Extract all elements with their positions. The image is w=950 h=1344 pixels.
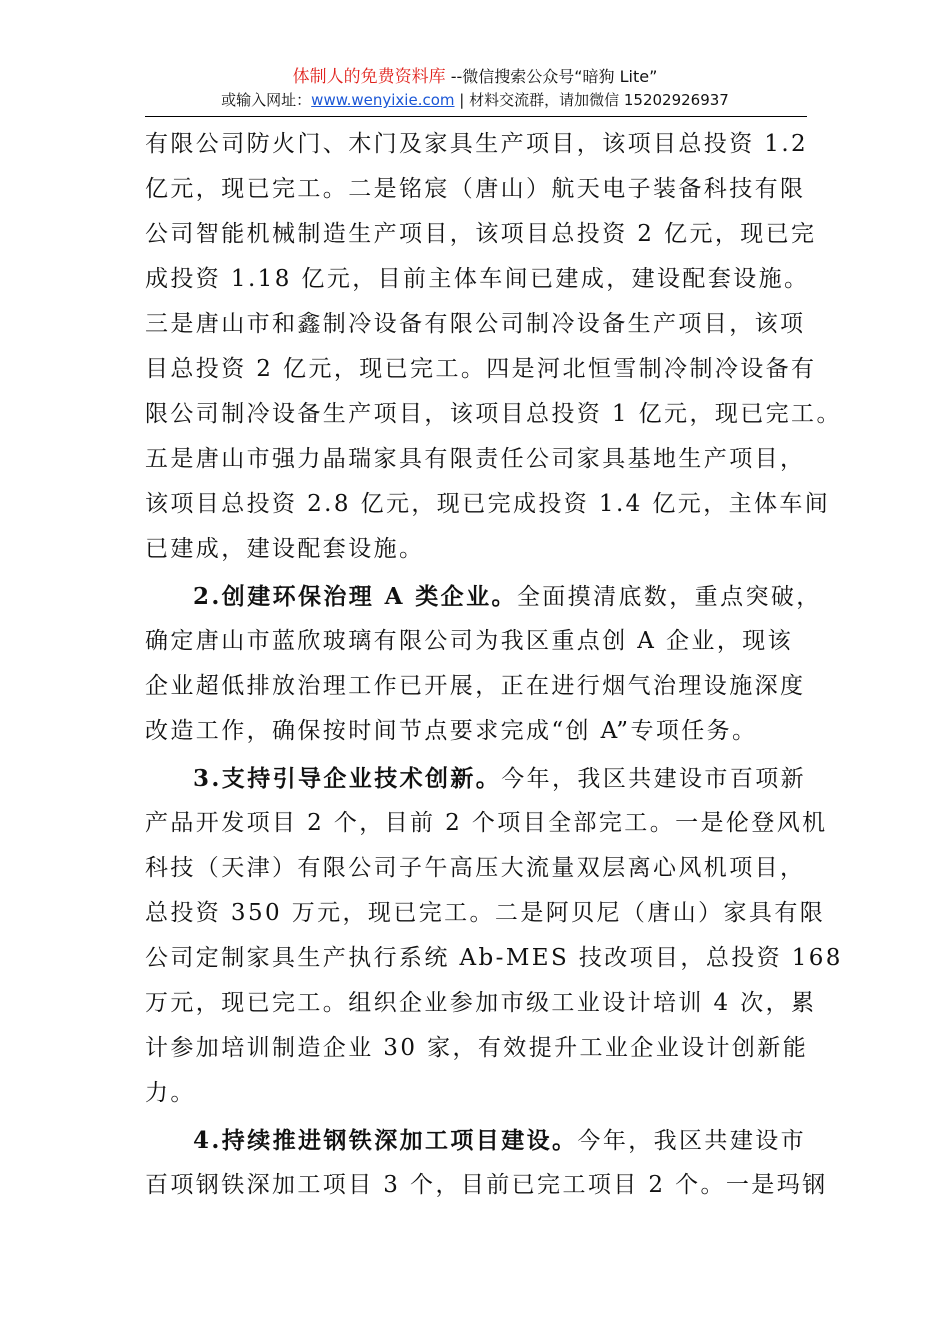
text-line: 科技（天津）有限公司子午高压大流量双层离心风机项目， [145, 855, 806, 881]
text-line: 已建成，建设配套设施。 [145, 536, 425, 562]
text-line: 企业超低排放治理工作已开展，正在进行烟气治理设施深度 [145, 673, 806, 699]
header-divider [145, 116, 807, 117]
paragraph-3-first-line [145, 756, 807, 801]
paragraph-4-first-line [145, 1118, 807, 1163]
paragraph-2-first-line [145, 574, 822, 619]
header-line-2 [0, 89, 950, 111]
search-hint: --微信搜索公众号“暗狗 Lite” [445, 67, 658, 86]
text-line: 目总投资 2 亿元，现已完工。四是河北恒雪制冷制冷设备有 [145, 356, 817, 382]
text-line: 产品开发项目 2 个，目前 2 个项目全部完工。一是伦登风机 [145, 810, 828, 836]
text-run: 全面摸清底数，重点突破， [516, 584, 822, 610]
text-line: 该项目总投资 2.8 亿元，现已完成投资 1.4 亿元，主体车间 [145, 491, 831, 517]
section-heading: 4.持续推进钢铁深加工项目建设。 [193, 1127, 578, 1154]
brand-title: 体制人的免费资料库 [292, 67, 446, 87]
contact-info: 材料交流群，请加微信 15202926937 [469, 91, 729, 109]
header-line-1 [0, 66, 950, 88]
text-line: 限公司制冷设备生产项目，该项目总投资 1 亿元，现已完工。 [145, 401, 842, 427]
document-body [145, 122, 843, 1208]
text-line: 改造工作，确保按时间节点要求完成“创 A”专项任务。 [145, 718, 758, 744]
text-line: 成投资 1.18 亿元，目前主体车间已建成，建设配套设施。 [145, 266, 810, 292]
text-line: 确定唐山市蓝欣玻璃有限公司为我区重点创 A 企业，现该 [145, 628, 794, 654]
separator: | [454, 91, 470, 109]
text-line: 亿元，现已完工。二是铭宸（唐山）航天电子装备科技有限 [145, 176, 806, 202]
section-heading: 3.支持引导企业技术创新。 [193, 765, 502, 792]
text-line: 计参加培训制造企业 30 家，有效提升工业企业设计创新能 [145, 1035, 809, 1061]
text-line: 力。 [145, 1080, 196, 1106]
text-line: 百项钢铁深加工项目 3 个，目前已完工项目 2 个。一是玛钢 [145, 1172, 828, 1198]
text-line: 五是唐山市强力晶瑞家具有限责任公司家具基地生产项目， [145, 446, 806, 472]
website-link[interactable]: www.wenyixie.com [311, 91, 455, 109]
section-heading: 2.创建环保治理 A 类企业。 [193, 583, 517, 610]
text-run: 今年，我区共建设市百项新 [501, 766, 807, 792]
text-line: 总投资 350 万元，现已完工。二是阿贝尼（唐山）家具有限 [145, 900, 826, 926]
text-line: 公司智能机械制造生产项目，该项目总投资 2 亿元，现已完 [145, 221, 817, 247]
text-line: 公司定制家具生产执行系统 Ab-MES 技改项目，总投资 168 [145, 945, 843, 971]
url-label: 或输入网址： [221, 91, 312, 109]
text-line: 三是唐山市和鑫制冷设备有限公司制冷设备生产项目，该项 [145, 311, 806, 337]
page-header [0, 66, 950, 111]
text-line: 有限公司防火门、木门及家具生产项目，该项目总投资 1.2 [145, 131, 809, 157]
text-run: 今年，我区共建设市 [577, 1128, 807, 1154]
text-line: 万元，现已完工。组织企业参加市级工业设计培训 4 次，累 [145, 990, 817, 1016]
